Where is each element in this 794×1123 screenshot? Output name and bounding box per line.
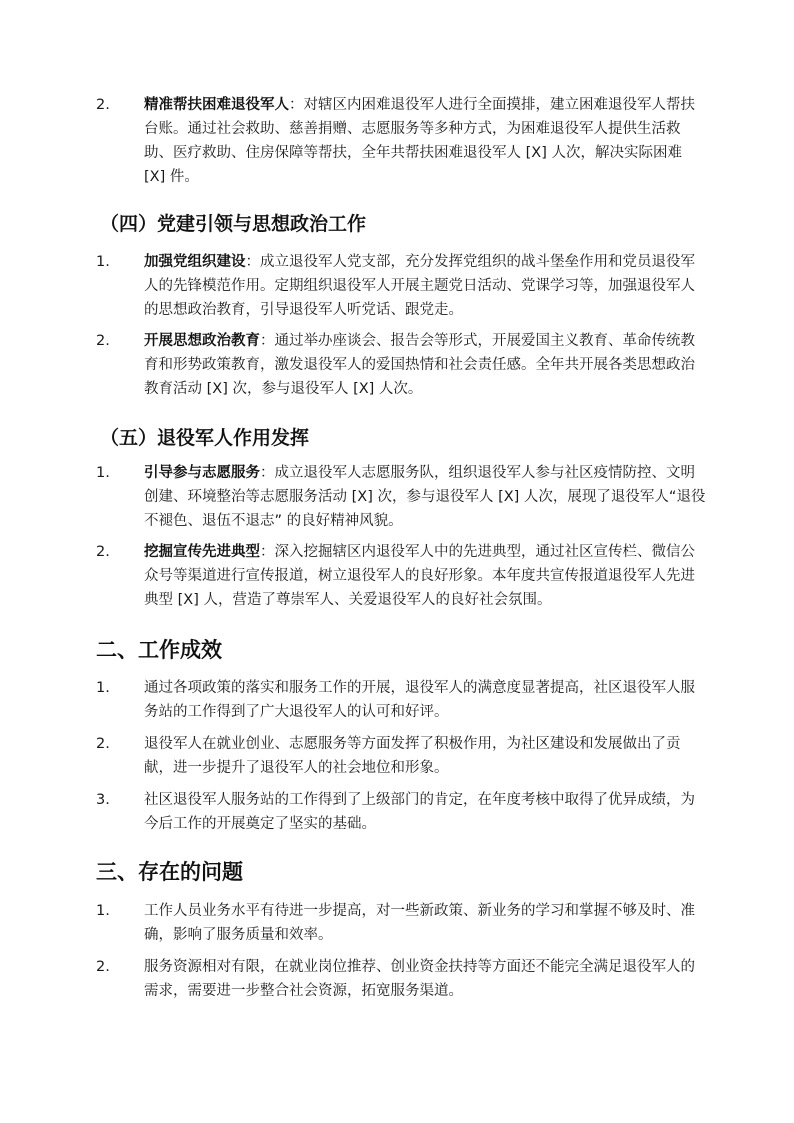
item-heading: 加强党组织建设 [144,254,246,270]
item-body: ：通过举办座谈会、报告会等形式，开展爱国主义教育、革命传统教育和形势政策教育，激发退役军人的爱国热情和社会责任感。全年共开展各类思想政治教育活动 [X] 次，参与退役军人 [X] 人次。 [144,333,695,397]
list-text [144,329,706,401]
item-body: ：成立退役军人志愿服务队，组织退役军人参与社区疫情防控、文明创建、环境整治等志愿服务活动 [X] 次，参与退役军人 [X] 人次，展现了退役军人“退役不褪色、退伍不退志” 的良好精神风貌。 [144,465,706,529]
list-text [144,250,706,322]
list-number: 2. [96,736,110,752]
list-text [144,461,706,533]
list-number: 2. [96,97,110,113]
list-number: 2. [96,959,110,975]
list-number: 1. [96,465,110,481]
list-number: 1. [96,680,110,696]
item-body: ：深入挖掘辖区内退役军人中的先进典型，通过社区宣传栏、微信公众号等渠道进行宣传报道，树立退役军人的良好形象。本年度共宣传报道退役军人先进典型 [X] 人，营造了尊崇军人、关爱退役军人的良好社会氛围。 [144,544,695,608]
list-text [144,540,706,612]
list-text: 工作人员业务水平有待进一步提高，对一些新政策、新业务的学习和掌握不够及时、准确，影响了服务质量和效率。 [144,903,695,943]
list-text: 服务资源相对有限，在就业岗位推荐、创业资金扶持等方面还不能完全满足退役军人的需求，需要进一步整合社会资源，拓宽服务渠道。 [144,959,695,999]
list-number: 2. [96,544,110,560]
list-text [144,93,706,189]
list-text: 社区退役军人服务站的工作得到了上级部门的肯定，在年度考核中取得了优异成绩，为今后工作的开展奠定了坚实的基础。 [144,792,695,832]
item-heading: 精准帮扶困难退役军人 [144,97,289,113]
chapter-heading: 三、存在的问题 [96,860,243,884]
section-heading: （五）退役军人作用发挥 [100,427,310,449]
list-number: 3. [96,792,110,808]
item-body: ：成立退役军人党支部，充分发挥党组织的战斗堡垒作用和党员退役军人的先锋模范作用。定期组织退役军人开展主题党日活动、党课学习等，加强退役军人的思想政治教育，引导退役军人听党话、跟党走。 [144,254,695,318]
item-heading: 开展思想政治教育 [144,333,260,349]
list-number: 1. [96,903,110,919]
list-text: 退役军人在就业创业、志愿服务等方面发挥了积极作用，为社区建设和发展做出了贡献，进一步提升了退役军人的社会地位和形象。 [144,736,681,776]
chapter-heading: 二、工作成效 [96,638,222,662]
item-heading: 引导参与志愿服务 [144,465,260,481]
item-body: ：对辖区内困难退役军人进行全面摸排，建立困难退役军人帮扶台账。通过社会救助、慈善捐赠、志愿服务等多种方式，为困难退役军人提供生活救助、医疗救助、住房保障等帮扶，全年共帮扶困难退役军人 [X] 人次，解决实际困难 [X] 件。 [144,97,695,185]
list-number: 1. [96,254,110,270]
list-number: 2. [96,333,110,349]
list-text: 通过各项政策的落实和服务工作的开展，退役军人的满意度显著提高，社区退役军人服务站的工作得到了广大退役军人的认可和好评。 [144,680,695,720]
section-heading: （四）党建引领与思想政治工作 [100,213,367,235]
item-heading: 挖掘宣传先进典型 [144,544,260,560]
